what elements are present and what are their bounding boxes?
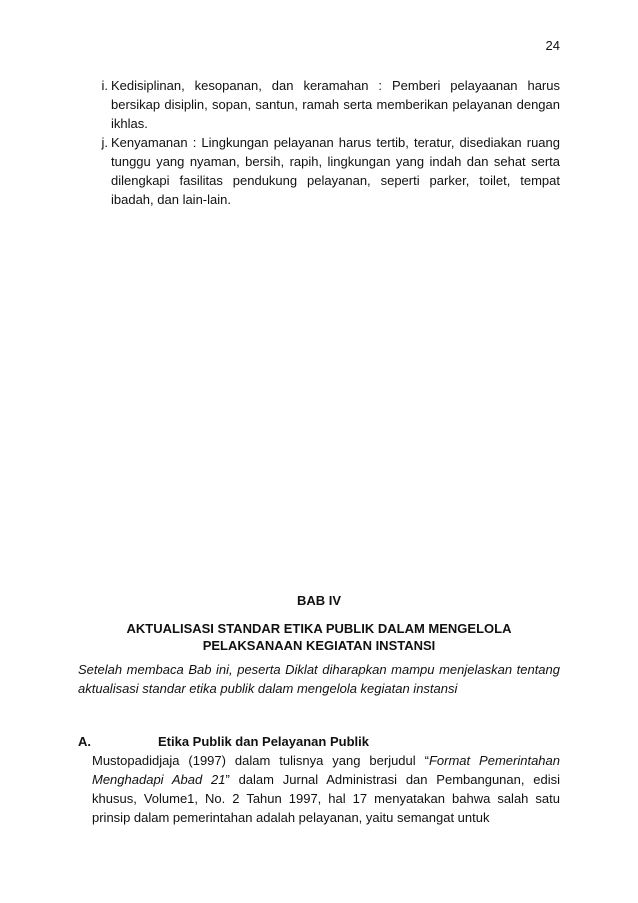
- list-marker: j.: [101, 135, 108, 150]
- list-item-discipline: [92, 76, 560, 133]
- chapter-title: [78, 620, 560, 654]
- list-item-text: Kedisiplinan, kesopanan, dan keramahan : Pemberi pelayaanan harus bersikap disiplin, sopan, santun, ramah serta memberikan pelayanan dengan ikhlas.: [111, 78, 560, 131]
- list-item-comfort: [92, 133, 560, 209]
- section-heading: [78, 734, 369, 749]
- chapter-intro: Setelah membaca Bab ini, peserta Diklat diharapkan mampu menjelaskan tentang aktualisasi standar etika publik dalam mengelola kegiatan instansi: [78, 662, 560, 696]
- paragraph-text: Mustopadidjaja (1997) dalam tulisnya yang berjudul “: [92, 753, 429, 768]
- list-marker: i.: [101, 78, 108, 93]
- list-item-text: Kenyamanan : Lingkungan pelayanan harus tertib, teratur, disediakan ruang tunggu yang nyaman, bersih, rapih, lingkungan yang indah dan sehat serta dilengkapi fasilitas pendukung pelayanan, seperti parker, toilet, tempat ibadah, dan lain-lain.: [111, 135, 560, 207]
- chapter-label: BAB IV: [296, 593, 342, 608]
- paragraph-italic-title: Format Pemerintahan Menghadapi Abad 21: [92, 753, 560, 787]
- chapter-title-line1: AKTUALISASI STANDAR ETIKA PUBLIK DALAM MENGELOLA: [126, 621, 512, 636]
- paragraph-text: ” dalam Jurnal Administrasi dan Pembangunan, edisi khusus, Volume1, No. 2 Tahun 1997, hal 17 menyatakan bahwa salah satu prinsip dalam pemerintahan adalah pelayanan, yaitu semangat untuk: [92, 772, 560, 825]
- page-number: 24: [545, 38, 560, 53]
- criteria-list: [92, 76, 560, 209]
- chapter-title-line2: PELAKSANAAN KEGIATAN INSTANSI: [202, 638, 436, 653]
- section-paragraph: [92, 751, 560, 827]
- section-title: Etika Publik dan Pelayanan Publik: [158, 734, 369, 749]
- section-letter: A.: [78, 734, 91, 749]
